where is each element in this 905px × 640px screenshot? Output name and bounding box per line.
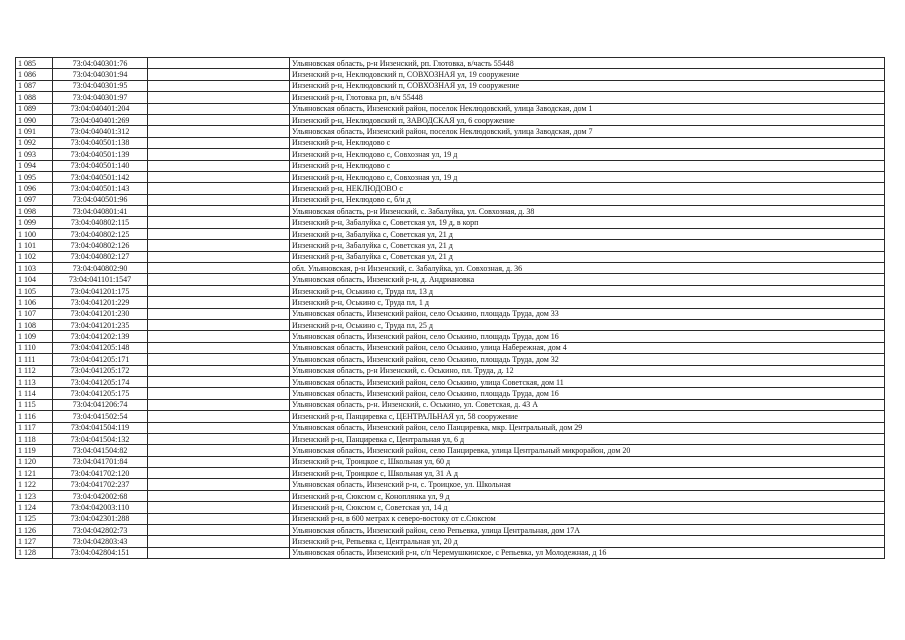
address-cell: Инзенский р-н, Забалуйка с, Советская ул, 21 д — [290, 240, 885, 251]
row-number-cell: 1 094 — [16, 160, 53, 171]
address-cell: Инзенский р-н, Оськино с, Труда пл, 13 д — [290, 285, 885, 296]
cadastral-number-cell: 73:04:041201:230 — [53, 308, 148, 319]
table-row — [16, 376, 885, 387]
address-cell: Ульяновская область, р-н Инзенский, с. Забалуйка, ул. Совхозная, д. 38 — [290, 206, 885, 217]
row-number-cell: 1 107 — [16, 308, 53, 319]
row-number-cell: 1 113 — [16, 376, 53, 387]
row-number-cell: 1 115 — [16, 399, 53, 410]
cadastral-number-cell: 73:04:040401:269 — [53, 114, 148, 125]
empty-cell — [148, 228, 290, 239]
table-row — [16, 240, 885, 251]
address-cell: Инзенский р-н, Неклюдово с, Совхозная ул, 19 д — [290, 171, 885, 182]
row-number-cell: 1 124 — [16, 502, 53, 513]
empty-cell — [148, 513, 290, 524]
cadastral-number-cell: 73:04:040301:76 — [53, 58, 148, 69]
row-number-cell: 1 122 — [16, 479, 53, 490]
address-cell: Инзенский р-н, Сюксюм с, Коноплянка ул, 9 д — [290, 490, 885, 501]
address-cell: Инзенский р-н, Троицкое с, Школьная ул, 31 А д — [290, 468, 885, 479]
table-row — [16, 308, 885, 319]
address-cell: Инзенский р-н, Сюксюм с, Советская ул, 14 д — [290, 502, 885, 513]
empty-cell — [148, 411, 290, 422]
row-number-cell: 1 087 — [16, 80, 53, 91]
address-cell: Инзенский р-н, Неклюдовский п, ЗАВОДСКАЯ ул, 6 сооружение — [290, 114, 885, 125]
address-cell: Инзенский р-н, Панциревка с, Центральная ул, 6 д — [290, 433, 885, 444]
table-row — [16, 342, 885, 353]
empty-cell — [148, 308, 290, 319]
table-row — [16, 479, 885, 490]
table-row — [16, 456, 885, 467]
row-number-cell: 1 100 — [16, 228, 53, 239]
cadastral-number-cell: 73:04:041504:119 — [53, 422, 148, 433]
cadastral-number-cell: 73:04:040801:41 — [53, 206, 148, 217]
cadastral-number-cell: 73:04:041205:171 — [53, 354, 148, 365]
table-row — [16, 468, 885, 479]
table-row — [16, 388, 885, 399]
table-row — [16, 137, 885, 148]
table-row — [16, 103, 885, 114]
cadastral-number-cell: 73:04:042803:43 — [53, 536, 148, 547]
table-row — [16, 502, 885, 513]
empty-cell — [148, 502, 290, 513]
row-number-cell: 1 112 — [16, 365, 53, 376]
cadastral-number-cell: 73:04:041504:132 — [53, 433, 148, 444]
address-cell: Инзенский р-н, Репьевка с, Центральная ул, 20 д — [290, 536, 885, 547]
row-number-cell: 1 102 — [16, 251, 53, 262]
address-cell: Инзенский р-н, в 600 метрах к северо-востоку от с.Сюксюм — [290, 513, 885, 524]
address-cell: Инзенский р-н, Неклюдово с, б/н д — [290, 194, 885, 205]
cadastral-number-cell: 73:04:040401:204 — [53, 103, 148, 114]
cadastral-number-cell: 73:04:041205:148 — [53, 342, 148, 353]
row-number-cell: 1 114 — [16, 388, 53, 399]
empty-cell — [148, 92, 290, 103]
row-number-cell: 1 127 — [16, 536, 53, 547]
table-row — [16, 183, 885, 194]
table-row — [16, 274, 885, 285]
property-register-table — [15, 57, 885, 559]
cadastral-number-cell: 73:04:042003:110 — [53, 502, 148, 513]
row-number-cell: 1 118 — [16, 433, 53, 444]
address-cell: Ульяновская область, р-н Инзенский, с. Оськино, пл. Труда, д. 12 — [290, 365, 885, 376]
empty-cell — [148, 479, 290, 490]
row-number-cell: 1 096 — [16, 183, 53, 194]
empty-cell — [148, 399, 290, 410]
cadastral-number-cell: 73:04:041205:174 — [53, 376, 148, 387]
row-number-cell: 1 108 — [16, 319, 53, 330]
address-cell: Инзенский р-н, Неклюдово с, Совхозная ул, 19 д — [290, 149, 885, 160]
table-row — [16, 171, 885, 182]
address-cell: Инзенский р-н, Забалуйка с, Советская ул, 19 д, в корп — [290, 217, 885, 228]
empty-cell — [148, 274, 290, 285]
empty-cell — [148, 206, 290, 217]
cadastral-number-cell: 73:04:042002:68 — [53, 490, 148, 501]
row-number-cell: 1 098 — [16, 206, 53, 217]
empty-cell — [148, 536, 290, 547]
table-row — [16, 445, 885, 456]
empty-cell — [148, 433, 290, 444]
address-cell: Инзенский р-н, Неклюдовский п, СОВХОЗНАЯ ул, 19 сооружение — [290, 69, 885, 80]
table-row — [16, 228, 885, 239]
row-number-cell: 1 093 — [16, 149, 53, 160]
address-cell: Инзенский р-н, Глотовка рп, в/ч 55448 — [290, 92, 885, 103]
cadastral-number-cell: 73:04:040501:140 — [53, 160, 148, 171]
table-row — [16, 149, 885, 160]
empty-cell — [148, 251, 290, 262]
cadastral-number-cell: 73:04:041201:235 — [53, 319, 148, 330]
empty-cell — [148, 445, 290, 456]
cadastral-number-cell: 73:04:041101:1547 — [53, 274, 148, 285]
row-number-cell: 1 111 — [16, 354, 53, 365]
row-number-cell: 1 128 — [16, 547, 53, 558]
table-row — [16, 354, 885, 365]
empty-cell — [148, 160, 290, 171]
address-cell: Инзенский р-н, Оськино с, Труда пл, 1 д — [290, 297, 885, 308]
cadastral-number-cell: 73:04:041701:84 — [53, 456, 148, 467]
empty-cell — [148, 183, 290, 194]
cadastral-number-cell: 73:04:041504:82 — [53, 445, 148, 456]
address-cell: Ульяновская область, Инзенский район, село Оськино, площадь Труда, дом 33 — [290, 308, 885, 319]
empty-cell — [148, 240, 290, 251]
address-cell: Инзенский р-н, Забалуйка с, Советская ул, 21 д — [290, 228, 885, 239]
cadastral-number-cell: 73:04:040301:97 — [53, 92, 148, 103]
cadastral-number-cell: 73:04:040802:115 — [53, 217, 148, 228]
table-row — [16, 194, 885, 205]
row-number-cell: 1 101 — [16, 240, 53, 251]
table-row — [16, 263, 885, 274]
empty-cell — [148, 149, 290, 160]
cadastral-number-cell: 73:04:041702:237 — [53, 479, 148, 490]
address-cell: Ульяновская область, Инзенский район, поселок Неклюдовский, улица Заводская, дом 1 — [290, 103, 885, 114]
empty-cell — [148, 194, 290, 205]
address-cell: Инзенский р-н, Забалуйка с, Советская ул, 21 д — [290, 251, 885, 262]
address-cell: Ульяновская область, Инзенский район, село Оськино, площадь Труда, дом 32 — [290, 354, 885, 365]
empty-cell — [148, 171, 290, 182]
address-cell: Ульяновская область, Инзенский район, село Оськино, улица Советская, дом 11 — [290, 376, 885, 387]
empty-cell — [148, 354, 290, 365]
address-cell: Ульяновская область, Инзенский р-н, с. Троицкое, ул. Школьная — [290, 479, 885, 490]
table-row — [16, 399, 885, 410]
address-cell: Инзенский р-н, Панциревка с, ЦЕНТРАЛЬНАЯ ул, 58 сооружение — [290, 411, 885, 422]
row-number-cell: 1 089 — [16, 103, 53, 114]
cadastral-number-cell: 73:04:041202:139 — [53, 331, 148, 342]
table-row — [16, 525, 885, 536]
row-number-cell: 1 097 — [16, 194, 53, 205]
address-cell: Ульяновская область, р-н Инзенский, рп. Глотовка, в/часть 55448 — [290, 58, 885, 69]
cadastral-number-cell: 73:04:042301:288 — [53, 513, 148, 524]
cadastral-number-cell: 73:04:041502:54 — [53, 411, 148, 422]
table-row — [16, 547, 885, 558]
empty-cell — [148, 376, 290, 387]
row-number-cell: 1 091 — [16, 126, 53, 137]
empty-cell — [148, 103, 290, 114]
table-row — [16, 297, 885, 308]
address-cell: Ульяновская область, Инзенский район, село Оськино, площадь Труда, дом 16 — [290, 331, 885, 342]
table-row — [16, 536, 885, 547]
address-cell: Инзенский р-н, Неклюдово с — [290, 137, 885, 148]
table-row — [16, 365, 885, 376]
table-row — [16, 69, 885, 80]
cadastral-number-cell: 73:04:040301:94 — [53, 69, 148, 80]
table-row — [16, 319, 885, 330]
cadastral-number-cell: 73:04:040802:126 — [53, 240, 148, 251]
empty-cell — [148, 285, 290, 296]
address-cell: Инзенский р-н, НЕКЛЮДОВО с — [290, 183, 885, 194]
table-row — [16, 114, 885, 125]
address-cell: Ульяновская область, р-н. Инзенский, с. Оськино, ул. Советская, д. 43 А — [290, 399, 885, 410]
cadastral-number-cell: 73:04:040802:90 — [53, 263, 148, 274]
cadastral-number-cell: 73:04:040301:95 — [53, 80, 148, 91]
empty-cell — [148, 297, 290, 308]
table-row — [16, 126, 885, 137]
table-row — [16, 80, 885, 91]
address-cell: Ульяновская область, Инзенский р-н, с/п Черемушкинское, с Репьевка, ул Молодежная, д 16 — [290, 547, 885, 558]
address-cell: Инзенский р-н, Неклюдово с — [290, 160, 885, 171]
table-row — [16, 331, 885, 342]
cadastral-number-cell: 73:04:041702:120 — [53, 468, 148, 479]
cadastral-number-cell: 73:04:040501:138 — [53, 137, 148, 148]
row-number-cell: 1 125 — [16, 513, 53, 524]
empty-cell — [148, 365, 290, 376]
address-cell: Инзенский р-н, Троицкое с, Школьная ул, 60 д — [290, 456, 885, 467]
cadastral-number-cell: 73:04:042804:151 — [53, 547, 148, 558]
row-number-cell: 1 092 — [16, 137, 53, 148]
empty-cell — [148, 217, 290, 228]
empty-cell — [148, 126, 290, 137]
address-cell: Ульяновская область, Инзенский район, поселок Неклюдовский, улица Заводская, дом 7 — [290, 126, 885, 137]
empty-cell — [148, 137, 290, 148]
empty-cell — [148, 69, 290, 80]
empty-cell — [148, 547, 290, 558]
cadastral-number-cell: 73:04:041201:229 — [53, 297, 148, 308]
row-number-cell: 1 123 — [16, 490, 53, 501]
row-number-cell: 1 088 — [16, 92, 53, 103]
cadastral-number-cell: 73:04:041205:175 — [53, 388, 148, 399]
row-number-cell: 1 086 — [16, 69, 53, 80]
address-cell: Ульяновская область, Инзенский р-н, д. Андриановка — [290, 274, 885, 285]
table-row — [16, 160, 885, 171]
row-number-cell: 1 104 — [16, 274, 53, 285]
row-number-cell: 1 106 — [16, 297, 53, 308]
empty-cell — [148, 490, 290, 501]
table-row — [16, 206, 885, 217]
cadastral-number-cell: 73:04:040802:125 — [53, 228, 148, 239]
table-row — [16, 217, 885, 228]
cadastral-number-cell: 73:04:041205:172 — [53, 365, 148, 376]
row-number-cell: 1 103 — [16, 263, 53, 274]
empty-cell — [148, 456, 290, 467]
table-row — [16, 422, 885, 433]
address-cell: обл. Ульяновская, р-н Инзенский, с. Забалуйка, ул. Совхозная, д. 36 — [290, 263, 885, 274]
row-number-cell: 1 095 — [16, 171, 53, 182]
address-cell: Ульяновская область, Инзенский район, село Оськино, улица Набережная, дом 4 — [290, 342, 885, 353]
row-number-cell: 1 116 — [16, 411, 53, 422]
cadastral-number-cell: 73:04:041201:175 — [53, 285, 148, 296]
address-cell: Ульяновская область, Инзенский район, село Панциревка, мкр. Центральный, дом 29 — [290, 422, 885, 433]
empty-cell — [148, 388, 290, 399]
table-row — [16, 58, 885, 69]
empty-cell — [148, 422, 290, 433]
row-number-cell: 1 121 — [16, 468, 53, 479]
cadastral-number-cell: 73:04:040501:139 — [53, 149, 148, 160]
empty-cell — [148, 319, 290, 330]
empty-cell — [148, 331, 290, 342]
address-cell: Инзенский р-н, Неклюдовский п, СОВХОЗНАЯ ул, 19 сооружение — [290, 80, 885, 91]
row-number-cell: 1 119 — [16, 445, 53, 456]
empty-cell — [148, 342, 290, 353]
row-number-cell: 1 120 — [16, 456, 53, 467]
row-number-cell: 1 099 — [16, 217, 53, 228]
table-body — [16, 58, 885, 559]
address-cell: Ульяновская область, Инзенский район, село Оськино, площадь Труда, дом 16 — [290, 388, 885, 399]
cadastral-number-cell: 73:04:040501:96 — [53, 194, 148, 205]
row-number-cell: 1 117 — [16, 422, 53, 433]
cadastral-number-cell: 73:04:040401:312 — [53, 126, 148, 137]
row-number-cell: 1 110 — [16, 342, 53, 353]
row-number-cell: 1 126 — [16, 525, 53, 536]
address-cell: Инзенский р-н, Оськино с, Труда пл, 25 д — [290, 319, 885, 330]
table-row — [16, 433, 885, 444]
empty-cell — [148, 80, 290, 91]
cadastral-number-cell: 73:04:040501:143 — [53, 183, 148, 194]
address-cell: Ульяновская область, Инзенский район, село Репьевка, улица Центральная, дом 17А — [290, 525, 885, 536]
empty-cell — [148, 114, 290, 125]
row-number-cell: 1 085 — [16, 58, 53, 69]
table-row — [16, 285, 885, 296]
cadastral-number-cell: 73:04:042802:73 — [53, 525, 148, 536]
cadastral-number-cell: 73:04:040802:127 — [53, 251, 148, 262]
table-row — [16, 92, 885, 103]
empty-cell — [148, 58, 290, 69]
cadastral-number-cell: 73:04:041206:74 — [53, 399, 148, 410]
empty-cell — [148, 263, 290, 274]
table-row — [16, 251, 885, 262]
address-cell: Ульяновская область, Инзенский район, село Панциревка, улица Центральный микрорайон, дом 20 — [290, 445, 885, 456]
empty-cell — [148, 468, 290, 479]
row-number-cell: 1 090 — [16, 114, 53, 125]
row-number-cell: 1 105 — [16, 285, 53, 296]
table-row — [16, 490, 885, 501]
empty-cell — [148, 525, 290, 536]
row-number-cell: 1 109 — [16, 331, 53, 342]
table-row — [16, 411, 885, 422]
cadastral-number-cell: 73:04:040501:142 — [53, 171, 148, 182]
table-row — [16, 513, 885, 524]
